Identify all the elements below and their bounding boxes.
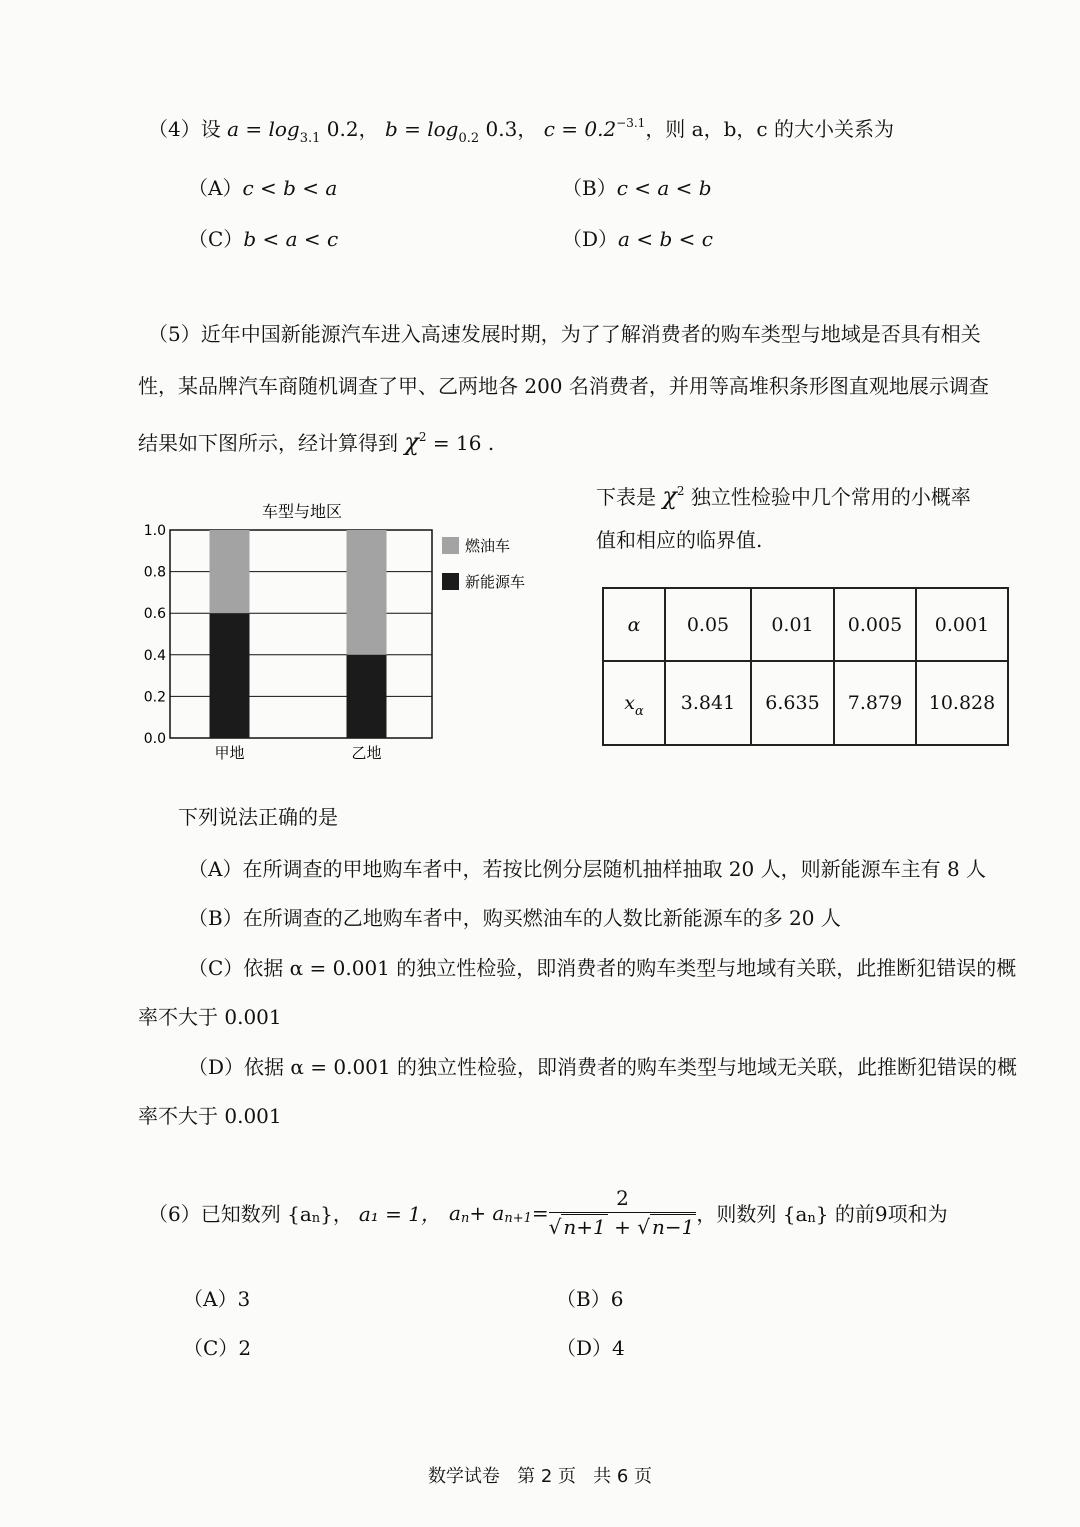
table-cell: 0.01 — [751, 588, 834, 661]
bar-segment — [347, 655, 387, 738]
fraction-denominator: √ n+1 + √ n−1 — [548, 1215, 695, 1239]
q4-lead: 设 — [200, 117, 221, 141]
table-intro-text: 下表是 — [596, 485, 663, 509]
option-label: （A） — [188, 176, 243, 200]
y-tick-label: 0.4 — [143, 647, 166, 664]
q6-option-a[interactable] — [183, 1283, 250, 1312]
option-label: （C） — [183, 1336, 239, 1360]
q4-number: （4） — [148, 117, 201, 141]
option-label: （A） — [183, 1287, 238, 1311]
q5-option-a[interactable]: （A）在所调查的甲地购车者中，若按比例分层随机抽样抽取 20 人，则新能源车主有 8 人 — [188, 857, 987, 881]
table-row-alpha — [603, 588, 1008, 661]
x-symbol: x — [624, 692, 635, 714]
bar-segment — [210, 613, 250, 738]
q4-option-a[interactable] — [188, 172, 337, 201]
option-label: （C） — [188, 227, 244, 251]
q5-line-2: 性，某品牌汽车商随机调查了甲、乙两地各 200 名消费者，并用等高堆积条形图直观地展示调查 — [138, 374, 989, 398]
critical-value-table — [602, 587, 1009, 746]
q5-line-3-value: = 16 . — [426, 431, 495, 455]
q5-option-b[interactable]: （B）在所调查的乙地购车者中，购买燃油车的人数比新能源车的多 20 人 — [188, 906, 841, 930]
sqrt-term-2: n−1 — [652, 1215, 695, 1239]
q6-stem — [148, 1186, 948, 1239]
option-label: （D） — [556, 1336, 613, 1360]
q6-eq: = — [531, 1200, 549, 1225]
option-text: a < b < c — [618, 227, 713, 251]
q5-line-1: （5）近年中国新能源汽车进入高速发展时期，为了了解消费者的购车类型与地域是否具有相关 — [148, 322, 981, 346]
option-text: b < a < c — [243, 227, 339, 251]
y-tick-label: 0.2 — [143, 689, 166, 706]
y-tick-label: 1.0 — [143, 523, 166, 539]
q4-option-b[interactable] — [562, 172, 712, 201]
table-cell: 7.879 — [834, 661, 916, 745]
subscript: n — [311, 1211, 321, 1226]
chart-title: 车型与地区 — [261, 502, 343, 521]
q4-option-c[interactable] — [188, 223, 338, 252]
option-label: （B） — [562, 176, 617, 200]
x-tick-label: 甲地 — [214, 744, 245, 762]
x-axis-labels — [214, 744, 381, 762]
table-intro-line-2: 值和相应的临界值. — [596, 528, 763, 552]
q4-c-def: c = 0.2 — [543, 117, 617, 141]
fraction-numerator: 2 — [549, 1186, 697, 1213]
legend-swatch — [442, 573, 459, 590]
q6-tail: ，则数列 {a — [696, 1202, 808, 1226]
stacked-bar-chart — [128, 492, 558, 772]
y-axis-ticks — [144, 523, 166, 747]
y-tick-label: 0.8 — [143, 564, 166, 581]
q4-stem: （4）设 $a = \log_{3.1} 0.2$， $b = \log_{0.2} 0.3$， $c = 0.2^{-3.1}$，则 a，b，c 的大小关系为 — [148, 116, 894, 146]
plus: + — [607, 1215, 638, 1239]
table-cell: 10.828 — [916, 661, 1008, 745]
q6-option-c[interactable] — [183, 1332, 251, 1361]
bars — [210, 530, 387, 738]
subscript: n+1 — [504, 1211, 532, 1226]
table-intro-text-2: 独立性检验中几个常用的小概率 — [684, 485, 971, 509]
q5-line-3-text: 结果如下图所示，经计算得到 — [138, 431, 405, 455]
table-cell: 0.005 — [834, 588, 916, 661]
chi-symbol: χ — [662, 482, 677, 510]
table-intro-line-1 — [596, 481, 971, 510]
q6-sum-plus: + a — [469, 1200, 505, 1225]
q6-number: （6） — [148, 1202, 201, 1226]
q6-fraction — [549, 1186, 697, 1239]
q4-a-def: a = log — [227, 117, 300, 141]
legend — [442, 537, 525, 591]
alpha-subscript: α — [634, 704, 644, 719]
chi-exponent: 2 — [676, 484, 685, 498]
bar-segment — [347, 530, 387, 655]
q5-option-c-cont: 率不大于 0.001 — [138, 1005, 282, 1029]
q6-option-b[interactable] — [556, 1283, 623, 1312]
legend-label: 燃油车 — [465, 537, 511, 555]
q5-prompt: 下列说法正确的是 — [178, 805, 338, 829]
table-cell: 3.841 — [665, 661, 751, 745]
q6-lead: 已知数列 {a — [200, 1202, 312, 1226]
q5-option-c[interactable]: （C）依据 α = 0.001 的独立性检验，即消费者的购车类型与地域有关联，此推断犯错误的概 — [188, 956, 1017, 980]
option-text: 4 — [612, 1336, 625, 1360]
option-text: 2 — [238, 1336, 252, 1360]
bar-segment — [210, 530, 250, 613]
q5-line-3 — [138, 427, 494, 456]
q5-option-d[interactable]: （D）依据 α = 0.001 的独立性检验，即消费者的购车类型与地域无关联，此推断犯错误的概 — [188, 1055, 1017, 1079]
q4-b-arg: 0.3 — [479, 117, 518, 141]
option-text: 6 — [610, 1287, 624, 1311]
q5-option-d-cont: 率不大于 0.001 — [138, 1104, 282, 1128]
table-head-alpha: α — [603, 588, 665, 661]
table-cell: 0.05 — [665, 588, 751, 661]
q4-a-base: 3.1 — [299, 131, 321, 146]
sqrt-term-1: n+1 — [563, 1215, 606, 1239]
page-footer: 数学试卷 第 2 页 共 6 页 — [427, 1466, 653, 1487]
table-cell: 6.635 — [751, 661, 834, 745]
q6-tail-close: } 的前9项和为 — [815, 1202, 948, 1226]
option-label: （D） — [562, 227, 619, 251]
table-cell: 0.001 — [916, 588, 1008, 661]
q4-tail: ，则 a，b，c 的大小关系为 — [645, 117, 894, 141]
q4-option-d[interactable] — [562, 223, 713, 252]
table-row-critical — [603, 661, 1008, 745]
chi-symbol: χ — [404, 428, 419, 456]
subscript: n — [460, 1211, 470, 1226]
q4-b-base: 0.2 — [458, 131, 480, 146]
legend-swatch — [442, 537, 459, 554]
legend-label: 新能源车 — [465, 573, 526, 591]
y-tick-label: 0.6 — [143, 606, 166, 623]
q4-b-def: b = log — [384, 117, 459, 141]
q4-a-arg: 0.2 — [320, 117, 359, 141]
subscript: n — [807, 1211, 816, 1226]
y-tick-label: 0.0 — [143, 731, 166, 747]
plot-area — [170, 530, 432, 738]
option-label: （B） — [556, 1287, 611, 1311]
option-text: 3 — [237, 1287, 251, 1311]
option-text: c < b < a — [242, 176, 338, 200]
q6-sum-lhs: a — [449, 1200, 461, 1225]
gridlines — [170, 530, 432, 738]
q6-lead-close: }， — [320, 1202, 353, 1226]
chi-exponent: 2 — [418, 430, 427, 444]
q6-option-d[interactable] — [556, 1332, 625, 1361]
table-head-x-alpha — [603, 661, 665, 745]
q4-c-exp: −3.1 — [616, 116, 646, 130]
option-text: c < a < b — [616, 176, 712, 200]
x-tick-label: 乙地 — [351, 744, 382, 762]
q6-a1: a₁ = 1， — [358, 1202, 441, 1226]
